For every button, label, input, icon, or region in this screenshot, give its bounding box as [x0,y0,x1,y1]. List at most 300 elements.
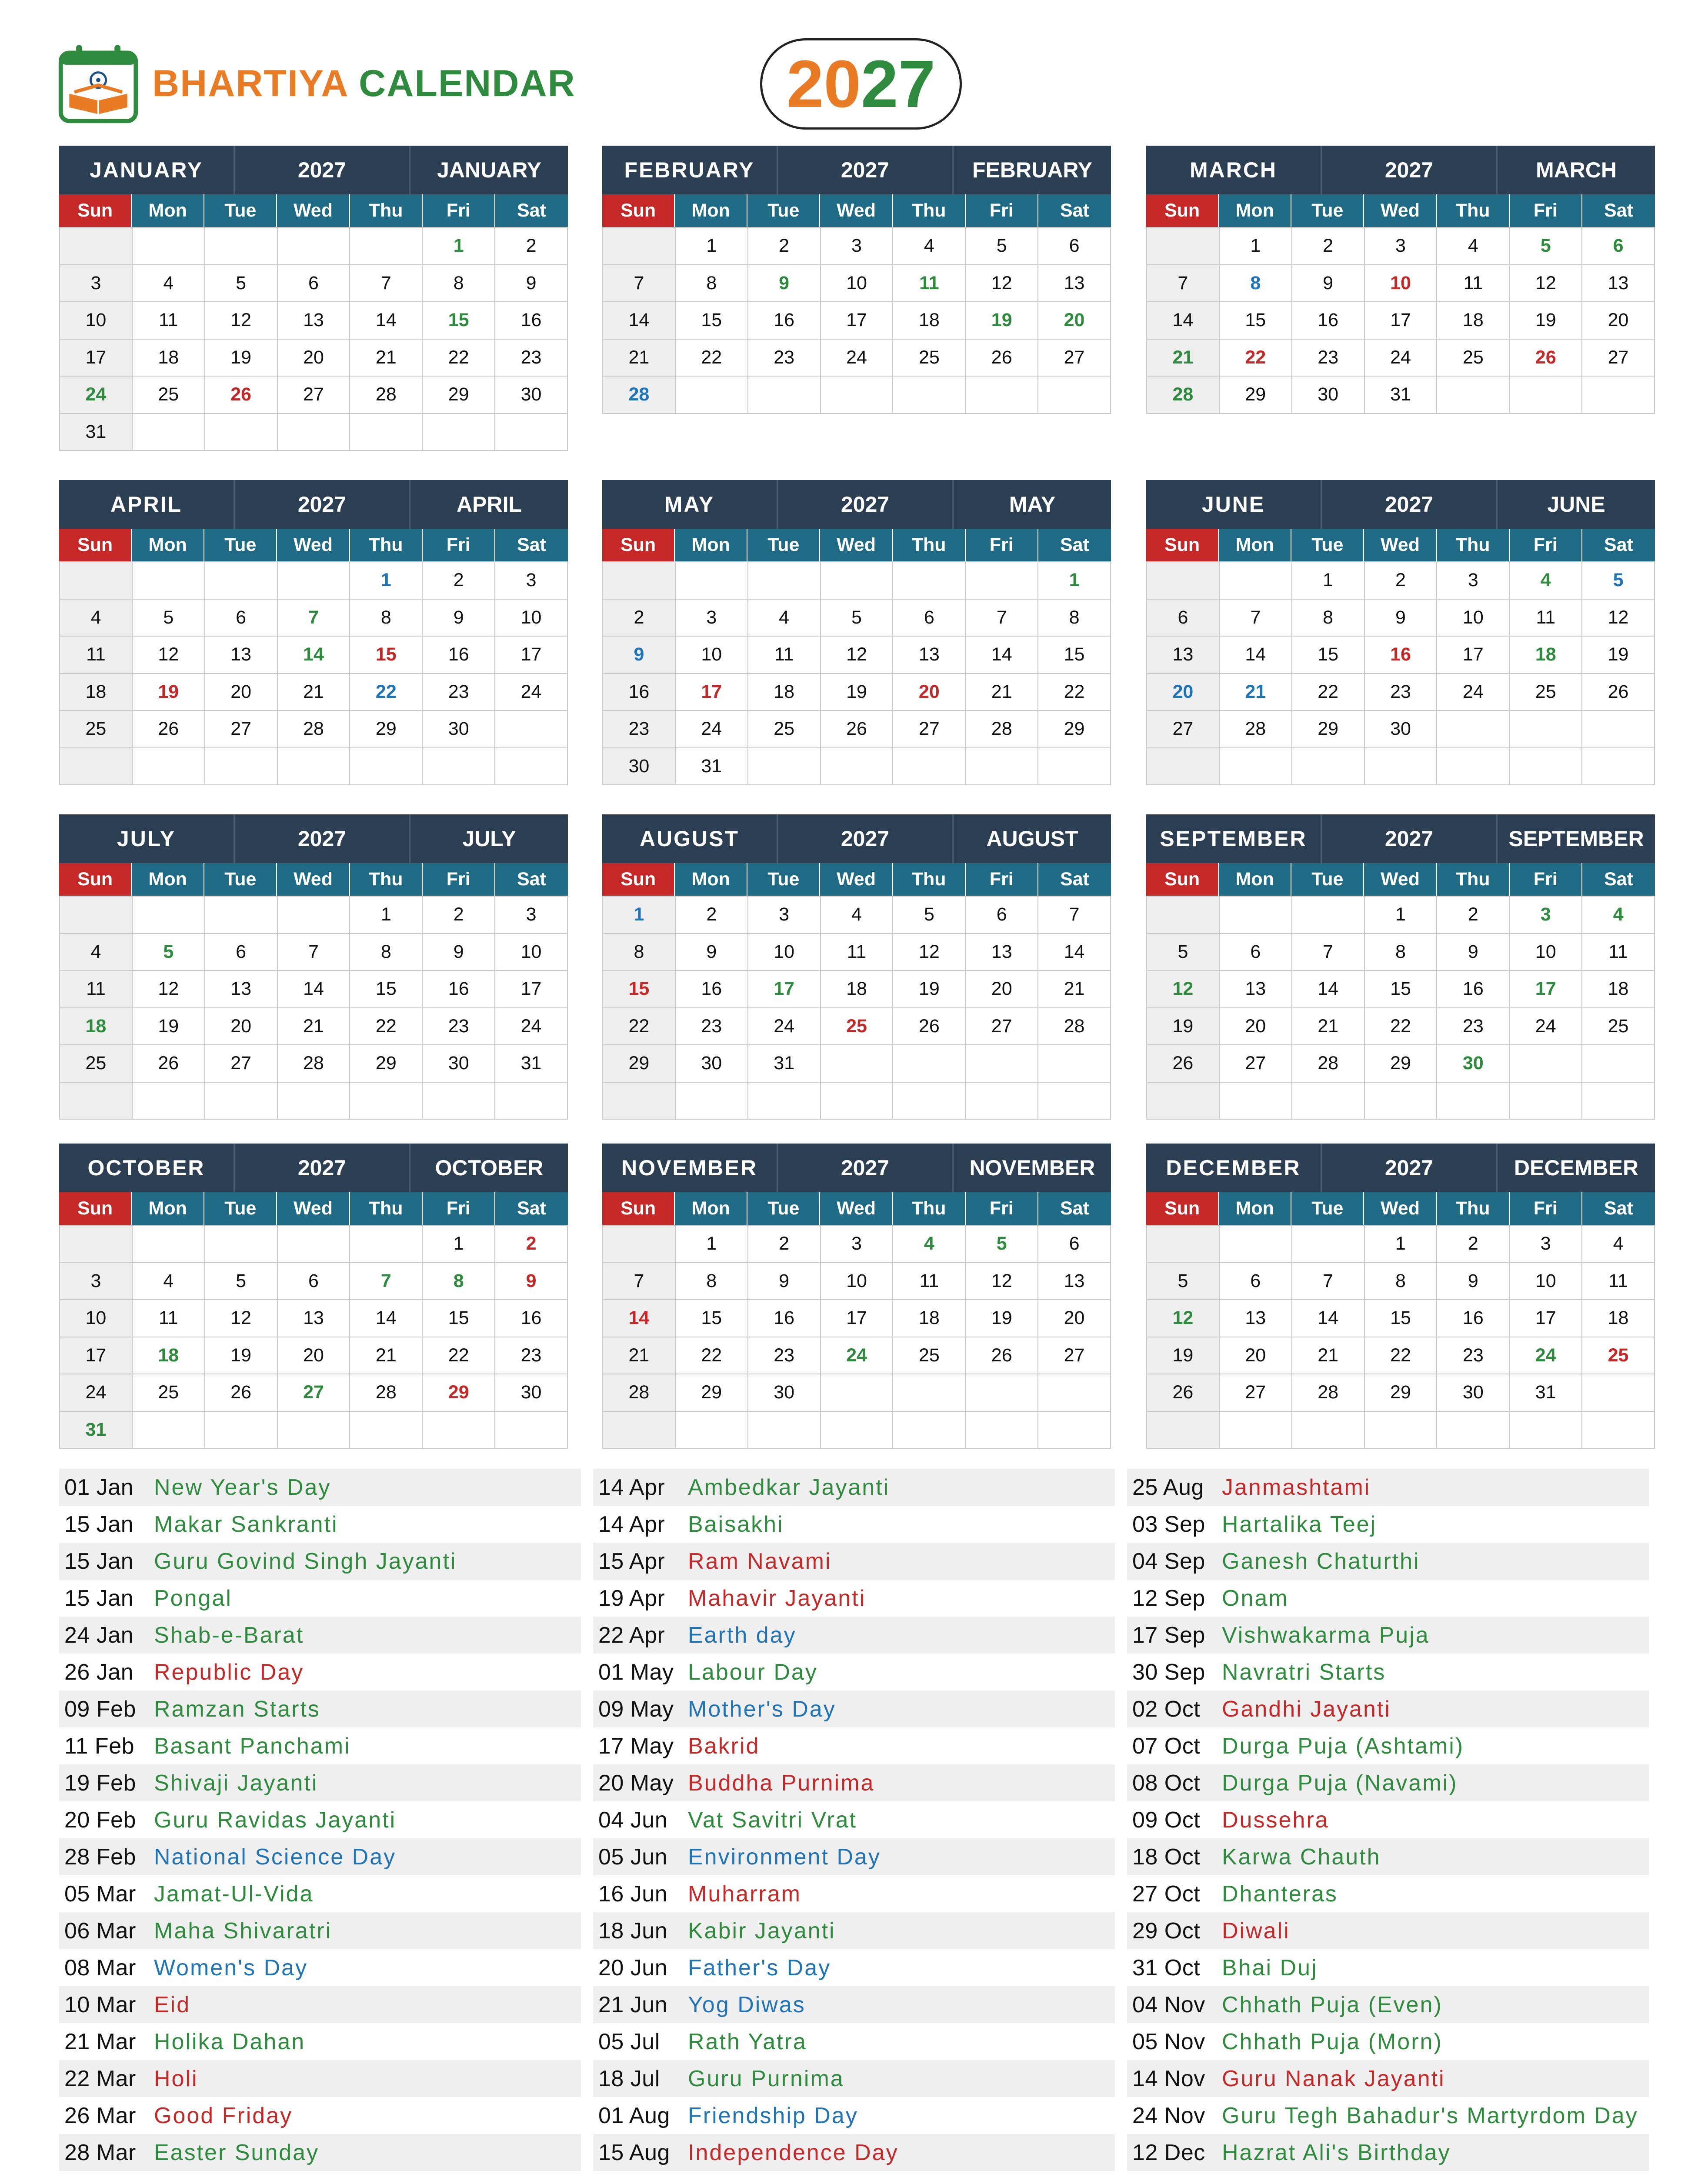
day-cell: 5 [821,600,894,637]
weekday-sat: Sat [495,194,568,227]
day-cell: 17 [1365,302,1438,340]
empty-day-cell [205,748,278,786]
weekday-wed: Wed [820,529,893,561]
day-cell: 2 [748,1226,821,1263]
month-january [59,146,568,451]
day-cell: 2 [603,600,676,637]
weekday-sun: Sun [602,1192,675,1225]
empty-day-cell [893,377,966,414]
holiday-name: Independence Day [688,2140,899,2165]
day-cell: 9 [495,265,568,303]
day-cell: 30 [603,748,676,786]
day-cell: 24 [1365,340,1438,377]
day-cell: 22 [1038,674,1111,711]
day-cell: 28 [350,1374,423,1412]
day-cell: 1 [1365,1226,1438,1263]
month-year: 2027 [234,146,410,194]
day-cell: 3 [821,1226,894,1263]
weekday-fri: Fri [966,194,1038,227]
month-year: 2027 [1321,814,1498,863]
empty-day-cell [495,1412,568,1449]
holiday-name: Earth day [688,1622,797,1648]
empty-day-cell [278,1412,350,1449]
weekday-fri: Fri [423,194,495,227]
day-cell: 10 [1437,600,1510,637]
empty-day-cell [1582,1045,1655,1083]
day-cell: 21 [350,1337,423,1375]
day-cell: 29 [1220,377,1292,414]
brand-name-part2: CALENDAR [359,63,576,104]
empty-day-cell [603,1083,676,1120]
day-cell: 7 [278,600,350,637]
day-cell: 22 [1292,674,1365,711]
weekday-fri: Fri [1510,1192,1582,1225]
empty-day-cell [821,1083,894,1120]
empty-day-cell [60,562,133,600]
holiday-date: 05 Jun [598,1844,668,1870]
holiday-date: 04 Sep [1132,1548,1205,1574]
empty-day-cell [133,1226,205,1263]
day-cell: 12 [133,971,205,1008]
empty-day-cell [748,1083,821,1120]
day-cell: 14 [1292,971,1365,1008]
holiday-row [59,1801,581,1838]
day-cell: 18 [133,340,205,377]
day-cell: 10 [60,302,133,340]
holiday-name: Karwa Chauth [1222,1844,1381,1870]
day-cell: 15 [1365,1300,1438,1337]
holiday-date: 14 Nov [1132,2066,1205,2091]
holiday-date: 27 Oct [1132,1881,1201,1907]
day-cell: 1 [1038,562,1111,600]
day-cell: 30 [423,711,495,748]
day-cell: 19 [205,340,278,377]
day-cell: 2 [748,228,821,265]
day-cell: 19 [1147,1008,1220,1046]
day-cell: 1 [676,228,748,265]
day-cell: 20 [1038,1300,1111,1337]
holiday-row [593,1580,1115,1617]
holiday-row [59,1727,581,1764]
holiday-date: 08 Oct [1132,1770,1201,1796]
month-november [602,1144,1111,1449]
month-header [59,480,568,529]
holiday-name: Vishwakarma Puja [1222,1622,1430,1648]
empty-day-cell [893,1412,966,1449]
day-cell: 6 [205,934,278,971]
day-cell: 15 [1292,637,1365,674]
day-cell: 25 [893,1337,966,1375]
empty-day-cell [893,1083,966,1120]
empty-day-cell [1038,1083,1111,1120]
day-cell: 12 [966,1263,1038,1300]
day-cell: 19 [1147,1337,1220,1375]
holiday-date: 05 Nov [1132,2029,1205,2054]
empty-day-cell [893,748,966,786]
day-cell: 7 [603,1263,676,1300]
day-cell: 2 [676,897,748,934]
holiday-row [593,1875,1115,1912]
day-cell: 17 [495,637,568,674]
holiday-date: 21 Mar [64,2029,136,2054]
day-cell: 23 [1365,674,1438,711]
day-cell: 18 [60,1008,133,1046]
brand-name [152,65,576,102]
day-cell: 4 [1582,1226,1655,1263]
day-cell: 14 [1038,934,1111,971]
day-cell: 14 [278,971,350,1008]
month-year: 2027 [1321,146,1498,194]
empty-day-cell [966,1412,1038,1449]
empty-day-cell [1038,748,1111,786]
day-cell: 11 [1510,600,1582,637]
month-header [59,1144,568,1192]
empty-day-cell [133,748,205,786]
brand-name-part1: BHARTIYA [152,63,359,104]
holiday-name: Guru Tegh Bahadur's Martyrdom Day [1222,2103,1638,2128]
empty-day-cell [60,1226,133,1263]
day-cell: 13 [966,934,1038,971]
day-cell: 26 [133,711,205,748]
day-cell: 7 [1292,1263,1365,1300]
day-cell: 8 [350,934,423,971]
weekday-sat: Sat [495,529,568,561]
day-cell: 13 [1038,265,1111,303]
day-grid [602,227,1111,414]
day-cell: 13 [1220,1300,1292,1337]
day-cell: 26 [966,340,1038,377]
day-cell: 11 [60,971,133,1008]
day-cell: 31 [1365,377,1438,414]
day-cell: 26 [1510,340,1582,377]
day-cell: 12 [1147,1300,1220,1337]
weekday-sun: Sun [1146,194,1219,227]
day-cell: 15 [676,1300,748,1337]
holiday-date: 16 Jun [598,1881,668,1907]
day-cell: 29 [603,1045,676,1083]
empty-day-cell [1147,1412,1220,1449]
day-grid [59,896,568,1120]
day-cell: 17 [748,971,821,1008]
holiday-row [1127,1506,1649,1543]
empty-day-cell [1582,1374,1655,1412]
month-year: 2027 [234,480,410,529]
empty-day-cell [423,748,495,786]
day-cell: 23 [1292,340,1365,377]
day-cell: 24 [676,711,748,748]
day-cell: 9 [676,934,748,971]
weekday-sun: Sun [59,863,132,896]
month-name-right: SEPTEMBER [1508,827,1644,851]
holiday-date: 26 Mar [64,2103,136,2128]
month-march [1146,146,1655,414]
weekday-sat: Sat [1582,1192,1655,1225]
holiday-row [593,1986,1115,2023]
holiday-row [593,2134,1115,2171]
weekday-sat: Sat [495,1192,568,1225]
empty-day-cell [966,1083,1038,1120]
day-cell: 27 [278,1374,350,1412]
month-name: NOVEMBER [621,1156,757,1180]
day-cell: 14 [278,637,350,674]
weekday-wed: Wed [1364,529,1437,561]
day-cell: 27 [278,377,350,414]
holiday-date: 26 Jan [64,1659,134,1685]
day-cell: 6 [966,897,1038,934]
month-header [59,814,568,863]
empty-day-cell [205,1412,278,1449]
holiday-date: 20 Jun [598,1955,668,1981]
day-cell: 21 [1220,674,1292,711]
month-header [1146,146,1655,194]
holiday-name: Durga Puja (Ashtami) [1222,1733,1464,1759]
holiday-date: 20 May [598,1770,674,1796]
day-cell: 6 [1038,228,1111,265]
day-cell: 16 [495,302,568,340]
day-cell: 3 [1510,1226,1582,1263]
day-cell: 4 [133,265,205,303]
day-cell: 10 [60,1300,133,1337]
empty-day-cell [966,562,1038,600]
weekday-thu: Thu [1437,1192,1510,1225]
day-cell: 7 [966,600,1038,637]
day-cell: 16 [676,971,748,1008]
holiday-row [59,1580,581,1617]
day-cell: 6 [1220,934,1292,971]
holiday-name: Muharram [688,1881,801,1907]
empty-day-cell [1437,1083,1510,1120]
empty-day-cell [821,562,894,600]
day-cell: 5 [1147,1263,1220,1300]
day-cell: 20 [205,1008,278,1046]
holiday-name: Dhanteras [1222,1881,1338,1907]
empty-day-cell [350,1083,423,1120]
day-cell: 21 [278,674,350,711]
weekday-header-row [1146,529,1655,561]
holiday-row [1127,1875,1649,1912]
day-cell: 11 [748,637,821,674]
weekday-wed: Wed [277,1192,350,1225]
day-cell: 25 [60,1045,133,1083]
day-cell: 13 [205,637,278,674]
weekday-sun: Sun [1146,1192,1219,1225]
day-cell: 25 [133,1374,205,1412]
day-cell: 20 [278,1337,350,1375]
day-cell: 1 [423,228,495,265]
empty-day-cell [350,1412,423,1449]
day-cell: 27 [1582,340,1655,377]
day-cell: 4 [1510,562,1582,600]
weekday-mon: Mon [1219,863,1291,896]
year-badge [760,38,962,130]
day-cell: 3 [60,265,133,303]
day-cell: 29 [423,377,495,414]
day-cell: 15 [603,971,676,1008]
day-cell: 9 [1437,934,1510,971]
day-cell: 22 [1365,1008,1438,1046]
month-header [1146,814,1655,863]
holiday-column-1 [59,1469,581,2174]
day-cell: 16 [1292,302,1365,340]
day-cell: 10 [495,934,568,971]
empty-day-cell [60,228,133,265]
day-cell: 10 [821,265,894,303]
holiday-row [593,1949,1115,1986]
day-cell: 27 [1147,711,1220,748]
day-cell: 20 [1147,674,1220,711]
day-cell: 14 [966,637,1038,674]
day-cell: 31 [1510,1374,1582,1412]
month-name: JULY [117,827,176,851]
holiday-date: 21 Jun [598,1992,668,2017]
day-grid [1146,1225,1655,1449]
day-cell: 19 [1510,302,1582,340]
holiday-row [593,1912,1115,1949]
day-cell: 26 [966,1337,1038,1375]
day-cell: 11 [821,934,894,971]
weekday-sun: Sun [59,1192,132,1225]
day-cell: 8 [676,1263,748,1300]
day-cell: 4 [133,1263,205,1300]
empty-day-cell [205,228,278,265]
day-cell: 27 [1038,1337,1111,1375]
month-year: 2027 [1321,480,1498,529]
weekday-thu: Thu [350,194,423,227]
weekday-sat: Sat [1038,863,1111,896]
day-cell: 18 [1510,637,1582,674]
holiday-name: Guru Purnima [688,2066,844,2091]
weekday-sat: Sat [1038,529,1111,561]
holiday-name: Chhath Puja (Morn) [1222,2029,1443,2054]
holiday-date: 08 Mar [64,1955,136,1981]
holiday-row [1127,1986,1649,2023]
day-cell: 22 [350,674,423,711]
day-cell: 9 [748,265,821,303]
month-july [59,814,568,1120]
weekday-wed: Wed [1364,1192,1437,1225]
day-cell: 5 [133,934,205,971]
holiday-date: 02 Oct [1132,1696,1201,1722]
day-cell: 24 [495,674,568,711]
day-cell: 16 [1437,1300,1510,1337]
weekday-fri: Fri [423,863,495,896]
holiday-row [1127,2171,1649,2174]
holiday-name: Shab-e-Barat [154,1622,304,1648]
empty-day-cell [1582,377,1655,414]
empty-day-cell [603,1412,676,1449]
day-cell: 6 [278,1263,350,1300]
empty-day-cell [495,1083,568,1120]
month-year: 2027 [1321,1144,1498,1192]
day-cell: 2 [423,562,495,600]
day-cell: 13 [205,971,278,1008]
day-grid [1146,896,1655,1120]
day-cell: 13 [278,302,350,340]
empty-day-cell [676,1083,748,1120]
holiday-row [593,1764,1115,1801]
holiday-date: 15 Aug [598,2140,670,2165]
holiday-row [59,1654,581,1691]
day-cell: 9 [603,637,676,674]
day-cell: 19 [205,1337,278,1375]
holiday-name: Makar Sankranti [154,1511,338,1537]
day-cell: 11 [133,1300,205,1337]
empty-day-cell [821,1045,894,1083]
holiday-name: Ganesh Chaturthi [1222,1548,1420,1574]
day-cell: 14 [1220,637,1292,674]
day-cell: 3 [60,1263,133,1300]
empty-day-cell [966,377,1038,414]
holiday-name: Easter Sunday [154,2140,320,2165]
empty-day-cell [966,748,1038,786]
weekday-sat: Sat [495,863,568,896]
empty-day-cell [603,228,676,265]
empty-day-cell [278,1083,350,1120]
day-cell: 16 [423,971,495,1008]
holiday-row [593,1469,1115,1506]
weekday-sat: Sat [1582,194,1655,227]
weekday-header-row [59,863,568,896]
day-cell: 20 [1038,302,1111,340]
month-name: JUNE [1201,492,1265,517]
empty-day-cell [1220,1412,1292,1449]
day-cell: 29 [1292,711,1365,748]
day-grid [59,561,568,785]
day-cell: 15 [350,971,423,1008]
holiday-date: 11 Feb [64,1733,135,1759]
day-cell: 5 [205,265,278,303]
empty-day-cell [205,1226,278,1263]
month-name: MAY [664,492,715,517]
day-cell: 2 [495,1226,568,1263]
day-cell: 21 [1292,1337,1365,1375]
holiday-date: 05 Jul [598,2029,660,2054]
day-cell: 25 [821,1008,894,1046]
day-cell: 24 [495,1008,568,1046]
day-cell: 12 [205,1300,278,1337]
month-year: 2027 [777,814,954,863]
day-cell: 12 [133,637,205,674]
month-name: OCTOBER [87,1156,205,1180]
holiday-date: 19 Apr [598,1585,665,1611]
empty-day-cell [1582,748,1655,786]
holiday-row [59,2097,581,2134]
holiday-date: 18 Jul [598,2066,660,2091]
empty-day-cell [1292,1226,1365,1263]
holiday-date: 22 Mar [64,2066,136,2091]
holiday-name: Onam [1222,1585,1289,1611]
holiday-row [59,1543,581,1580]
holiday-name: Environment Day [688,1844,881,1870]
holiday-date: 15 Apr [598,1548,665,1574]
empty-day-cell [278,414,350,451]
holiday-date: 01 Jan [64,1474,134,1500]
holiday-name: Ram Navami [688,1548,832,1574]
empty-day-cell [1292,1412,1365,1449]
day-cell: 3 [821,228,894,265]
day-cell: 25 [1582,1008,1655,1046]
month-name-right: JUNE [1547,492,1605,517]
day-cell: 22 [1220,340,1292,377]
day-cell: 15 [1038,637,1111,674]
holiday-name: Friendship Day [688,2103,858,2128]
day-grid [602,896,1111,1120]
day-cell: 27 [205,1045,278,1083]
day-cell: 10 [748,934,821,971]
day-cell: 7 [350,1263,423,1300]
weekday-sun: Sun [602,529,675,561]
empty-day-cell [1365,748,1438,786]
